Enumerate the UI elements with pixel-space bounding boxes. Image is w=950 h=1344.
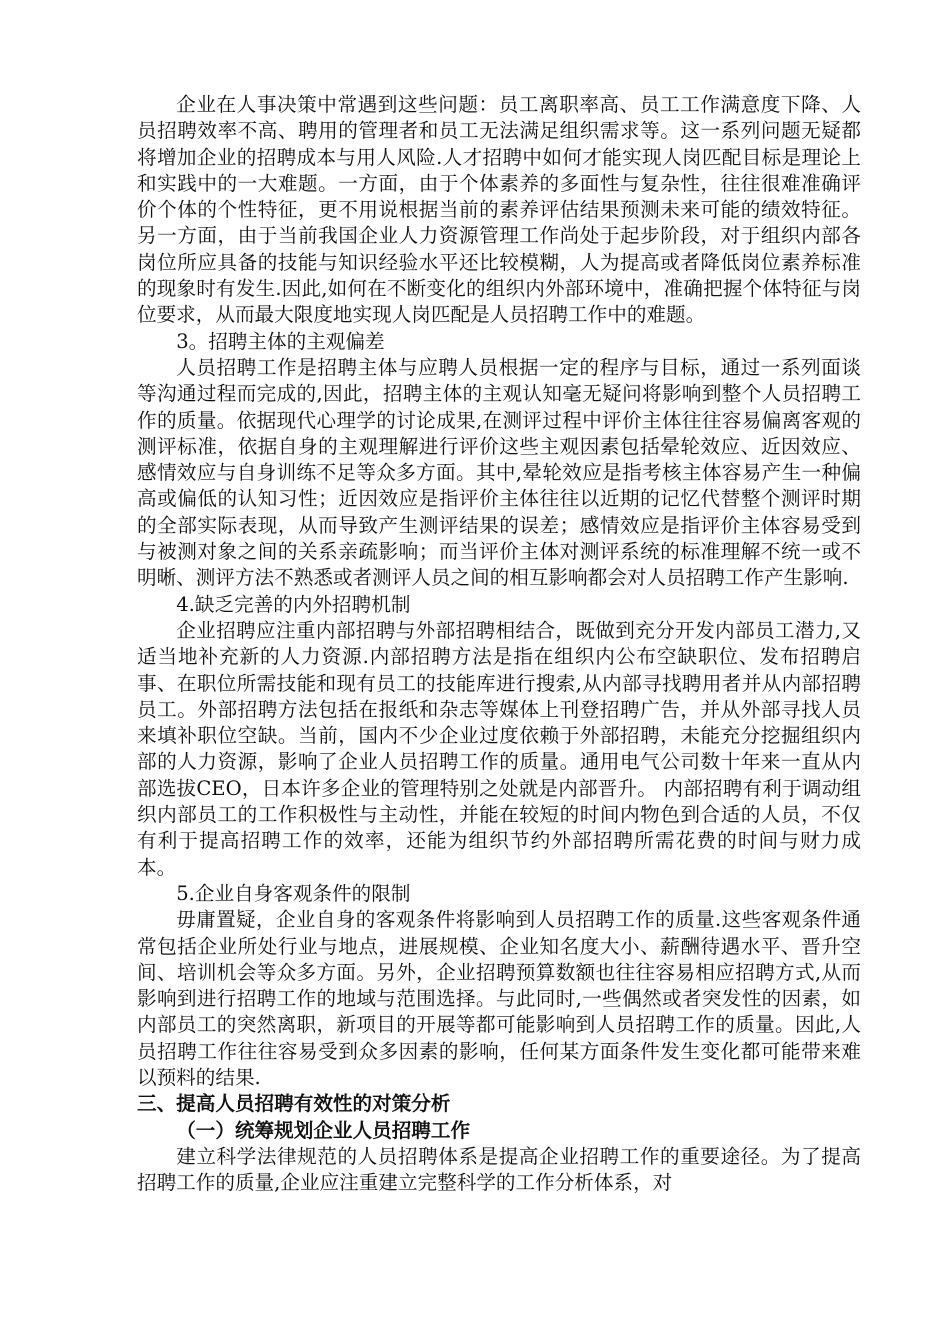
- paragraph-overall-planning: 建立科学法律规范的人员招聘体系是提高企业招聘工作的重要途径。为了提高招聘工作的质量,企业应注重建立完整科学的工作分析体系，对: [137, 1144, 861, 1195]
- paragraph-intro: 企业在人事决策中常遇到这些问题：员工离职率高、员工工作满意度下降、人员招聘效率不高、聘用的管理者和员工无法满足组织需求等。这一系列问题无疑都将增加企业的招聘成本与用人风险.人才招聘中如何才能实现人岗匹配目标是理论上和实践中的一大难题。一方面，由于个体素养的多面性与复杂性，往往很难准确评价个体的个性特征，更不用说根据当前的素养评估结果预测未来可能的绩效特征。另一方面，由于当前我国企业人力资源管理工作尚处于起步阶段，对于组织内部各岗位所应具备的技能与知识经验水平还比较模糊，人为提高或者降低岗位素养标准的现象时有发生.因此,如何在不断变化的组织内外部环境中，准确把握个体特征与岗位要求，从而最大限度地实现人岗匹配是人员招聘工作中的难题。: [137, 93, 861, 327]
- paragraph-recruitment-mechanism: 企业招聘应注重内部招聘与外部招聘相结合，既做到充分开发内部员工潜力,又适当地补充新的人力资源.内部招聘方法是指在组织内公布空缺职位、发布招聘启事、在职位所需技能和现有员工的技能库进行搜索,从内部寻找聘用者并从内部招聘员工。外部招聘方法包括在报纸和杂志等媒体上刊登招聘广告，并从外部寻找人员来填补职位空缺。当前，国内不少企业过度依赖于外部招聘，未能充分挖掘组织内部的人力资源，影响了企业人员招聘工作的质量。通用电气公司数十年来一直从内部选拔CEO，日本许多企业的管理特别之处就是内部晋升。 内部招聘有利于调动组织内部员工的工作积极性与主动性，并能在较短的时间内物色到合适的人员，不仅有利于提高招聘工作的效率，还能为组织节约外部招聘所需花费的时间与财力成本。: [137, 618, 861, 879]
- section-heading-3: 三、提高人员招聘有效性的对策分析: [137, 1092, 451, 1116]
- heading-5-objective-conditions: 5.企业自身客观条件的限制: [176, 881, 411, 905]
- paragraph-objective-conditions: 毋庸置疑，企业自身的客观条件将影响到人员招聘工作的质量.这些客观条件通常包括企业所处行业与地点，进展规模、企业知名度大小、薪酬待遇水平、晋升空间、培训机会等众多方面。另外，企业招聘预算数额也往往容易相应招聘方式,从而影响到进行招聘工作的地域与范围选择。与此同时,一些偶然或者突发性的因素，如内部员工的突然离职，新项目的开展等都可能影响到人员招聘工作的质量。因此,人员招聘工作往往容易受到众多因素的影响，任何某方面条件发生变化都可能带来难以预料的结果.: [137, 908, 861, 1089]
- document-page: [137, 92, 861, 1196]
- heading-4-recruitment-mechanism: 4.缺乏完善的内外招聘机制: [176, 592, 411, 616]
- subsection-heading-1: （一）统筹规划企业人员招聘工作: [176, 1118, 471, 1142]
- paragraph-subjective-bias: 人员招聘工作是招聘主体与应聘人员根据一定的程序与目标，通过一系列面谈等沟通过程而完成的,因此，招聘主体的主观认知毫无疑问将影响到整个人员招聘工作的质量。依据现代心理学的讨论成果,在测评过程中评价主体往往容易偏离客观的测评标准，依据自身的主观理解进行评价这些主观因素包括晕轮效应、近因效应、感情效应与自身训练不足等众多方面。其中,晕轮效应是指考核主体容易产生一种偏高或偏低的认知习性；近因效应是指评价主体往往以近期的记忆代替整个测评时期的全部实际表现，从而导致产生测评结果的误差；感情效应是指评价主体容易受到与被测对象之间的关系亲疏影响；而当评价主体对测评系统的标准理解不统一或不明晰、测评方法不熟悉或者测评人员之间的相互影响都会对人员招聘工作产生影响.: [137, 355, 861, 590]
- heading-3-subjective-bias: 3。招聘主体的主观偏差: [176, 329, 385, 353]
